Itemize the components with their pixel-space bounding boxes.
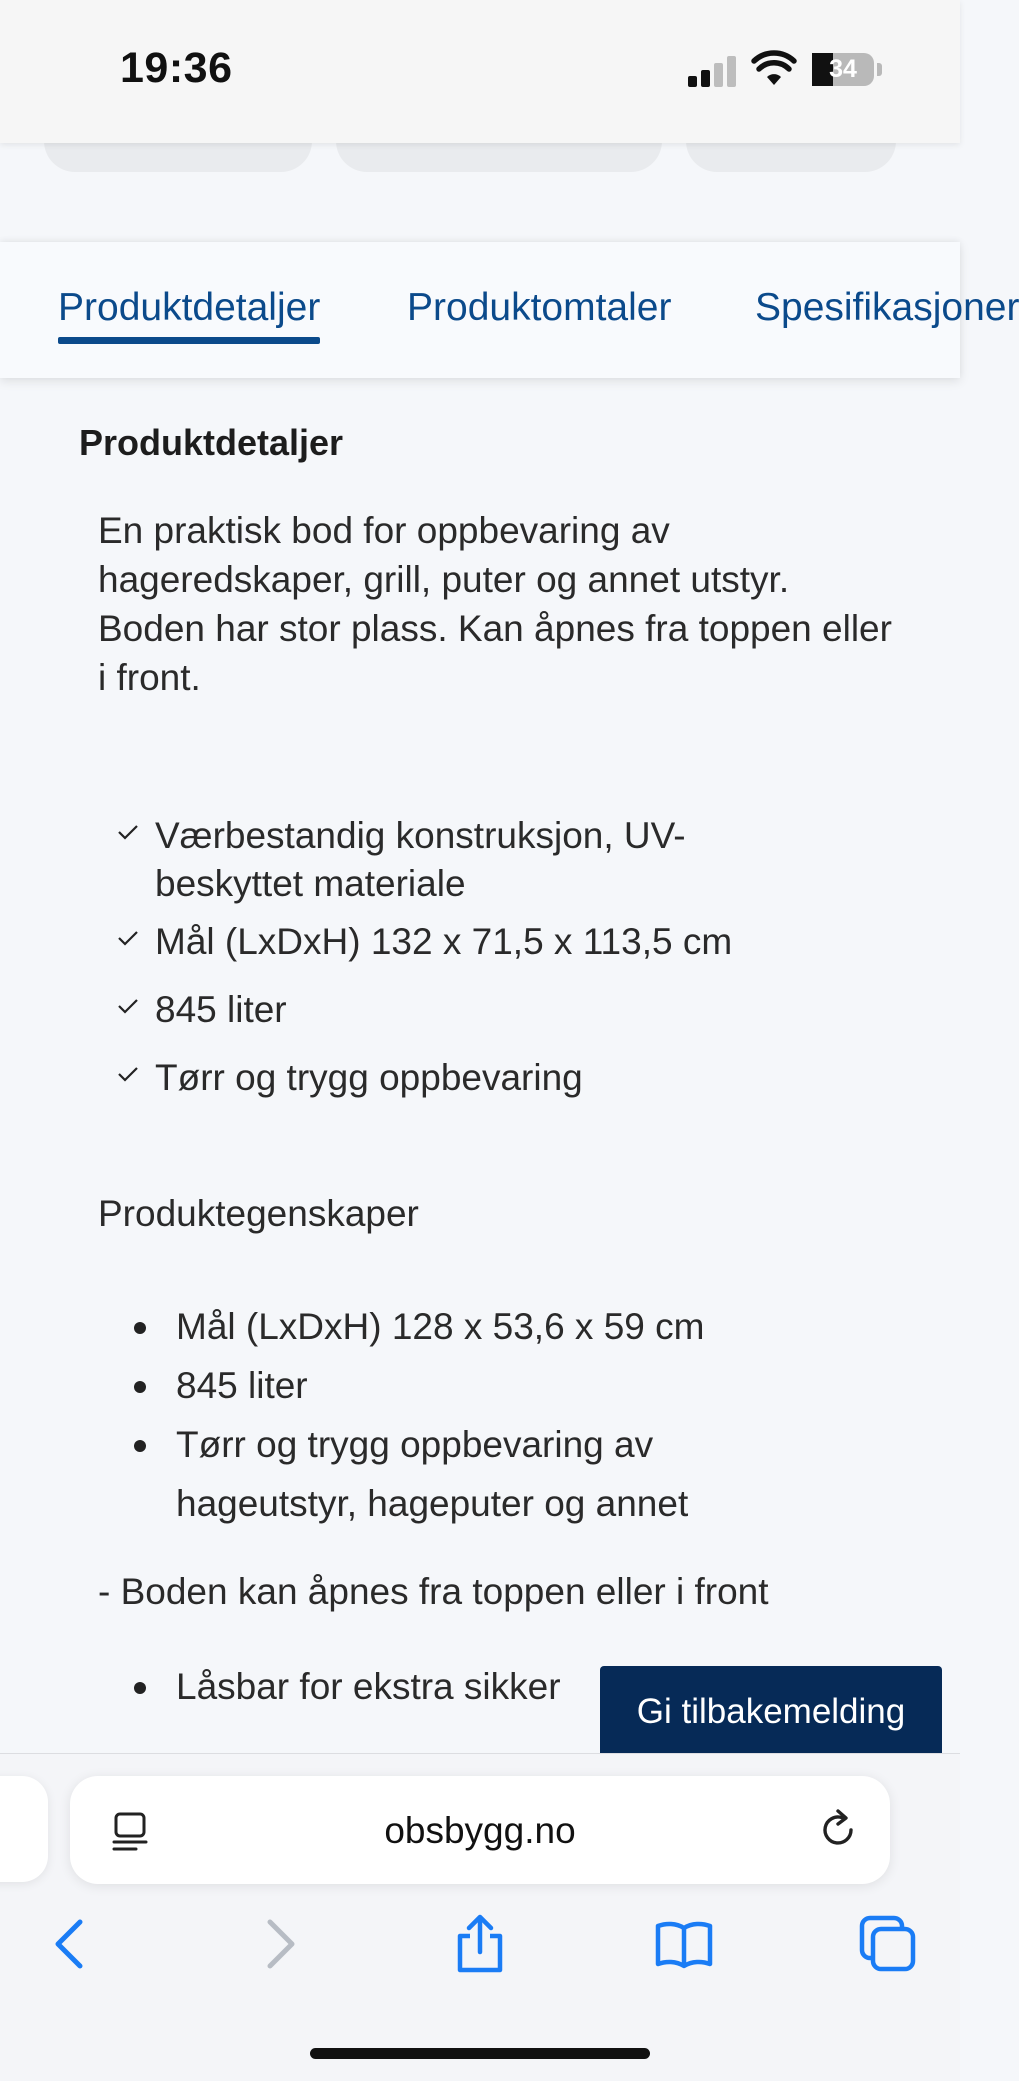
- address-bar[interactable]: [70, 1776, 890, 1884]
- check-icon: [116, 926, 140, 950]
- url-text: obsbygg.no: [384, 1810, 576, 1851]
- bullet-icon: [134, 1381, 146, 1393]
- battery-icon: [812, 53, 874, 86]
- checklist-item: Værbestandig konstruksjon, UV-beskyttet materiale: [116, 812, 816, 908]
- reload-icon[interactable]: [816, 1808, 860, 1852]
- tab-spesifikasjoner[interactable]: Spesifikasjoner: [755, 286, 1019, 329]
- check-icon: [116, 820, 140, 844]
- product-description: En praktisk bod for oppbevaring av hageredskaper, grill, puter og annet utstyr. Boden har stor plass. Kan åpnes fra toppen eller i front.: [98, 510, 892, 698]
- feedback-button[interactable]: Gi tilbakemelding: [600, 1666, 942, 1758]
- properties-title: Produktegenskaper: [98, 1193, 419, 1234]
- wifi-icon: [752, 52, 796, 88]
- tabs-icon[interactable]: [858, 1914, 918, 1974]
- share-icon[interactable]: [450, 1914, 510, 1974]
- bullet-icon: [134, 1440, 146, 1452]
- product-tabs: [0, 242, 1019, 378]
- status-time: 19:36: [120, 44, 233, 92]
- list-item: 845 liter: [134, 1356, 834, 1415]
- section-title: Produktdetaljer: [79, 422, 344, 463]
- check-icon: [116, 994, 140, 1018]
- tab-produktomtaler[interactable]: Produktomtaler: [407, 286, 672, 329]
- list-item: Tørr og trygg oppbevaring av hageutstyr, hageputer og annet: [134, 1415, 834, 1533]
- bookmarks-icon[interactable]: [654, 1914, 714, 1974]
- home-indicator: [310, 2048, 650, 2059]
- battery-level: 34: [829, 55, 857, 83]
- previous-tab-preview[interactable]: [0, 1776, 48, 1882]
- cellular-signal-icon: [688, 55, 738, 87]
- status-bar: [0, 0, 960, 143]
- list-item: Låsbar for ekstra sikker: [134, 1657, 834, 1716]
- back-icon[interactable]: [42, 1914, 102, 1974]
- browser-toolbar: [0, 1753, 960, 2081]
- checklist-item: Tørr og trygg oppbevaring: [116, 1054, 816, 1102]
- check-icon: [116, 1062, 140, 1086]
- tab-produktdetaljer[interactable]: Produktdetaljer: [58, 286, 321, 329]
- checklist-item: 845 liter: [116, 986, 816, 1034]
- bullet-icon: [134, 1322, 146, 1334]
- checklist-item: Mål (LxDxH) 132 x 71,5 x 113,5 cm: [116, 918, 816, 966]
- forward-icon[interactable]: [248, 1914, 308, 1974]
- bullet-icon: [134, 1682, 146, 1694]
- list-item: Mål (LxDxH) 128 x 53,6 x 59 cm: [134, 1297, 834, 1356]
- opening-note: - Boden kan åpnes fra toppen eller i front: [98, 1571, 769, 1612]
